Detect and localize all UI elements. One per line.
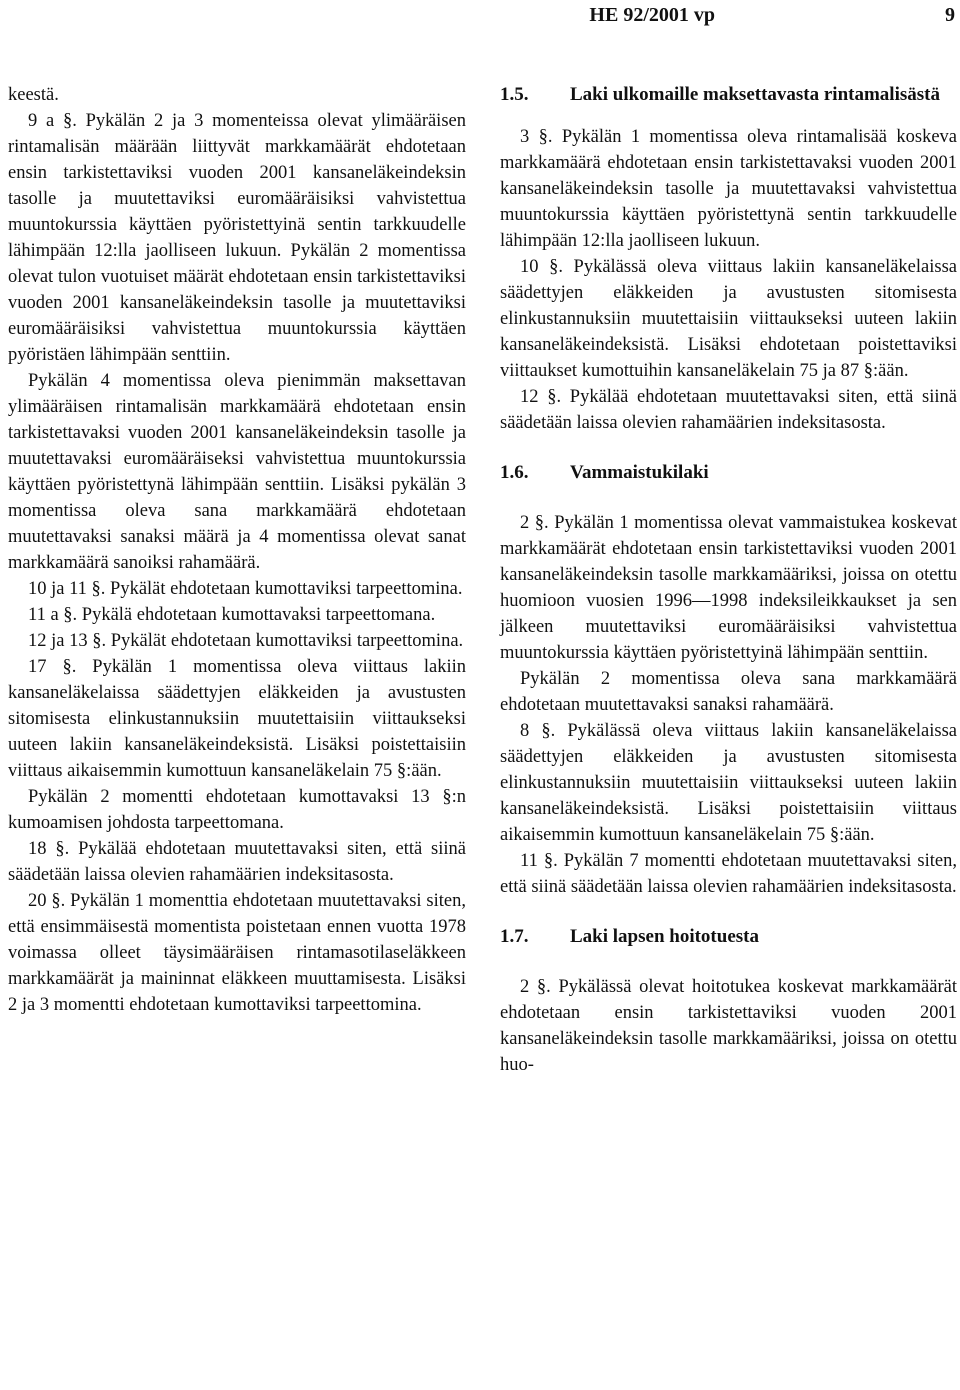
paragraph: 10 ja 11 §. Pykälät ehdotetaan kumottaviksi tarpeettomina. bbox=[28, 579, 463, 599]
paragraph: 18 §. Pykälää ehdotetaan muutettavaksi siten, että siinä säädetään laissa olevien rahamäärien indeksitasosta. bbox=[8, 839, 466, 885]
left-column bbox=[8, 82, 466, 1018]
paragraph: 9 a §. Pykälän 2 ja 3 momenteissa olevat ylimääräisen rintamalisän määrään liittyvät markkamäärät ehdotetaan ensin tarkistettaviksi vuoden 2001 kansaneläkeindeksin tasolle ja muutettaviksi euromääräisiksi vahvistettua muuntokurssia käyttäen pyöristettyinä sentin tarkkuudelle lähimpään 12:lla jaolliseen lukuun. Pykälän 2 momentissa olevat tulon vuotuiset määrät ehdotetaan ensin tarkistettaviksi vuoden 2001 kansaneläkeindeksin tasolle ja muutettaviksi euromääräisiksi vahvistettua muuntokurssia käyttäen pyöristäen lähimpään senttiin. bbox=[8, 111, 466, 365]
paragraph: 12 ja 13 §. Pykälät ehdotetaan kumottaviksi tarpeettomina. bbox=[28, 631, 464, 651]
paragraph: Pykälän 4 momentissa oleva pienimmän maksettavan ylimääräisen rintamalisän markkamäärä ehdotetaan ensin tarkistettavaksi vuoden 2001 kansaneläkeindeksin tasolle ja muutettavaksi euromääräiseksi vahvistettua muuntokurssia käyttäen pyöristettynä lähimpään senttiin. Lisäksi pykälän 3 momentissa oleva sana markkamäärä ehdotetaan muutettavaksi sanaksi määrä ja 4 momentissa olevat sanat markkamäärä sanoiksi rahamäärä. bbox=[8, 371, 466, 573]
right-column bbox=[500, 82, 957, 1078]
section-title: Laki lapsen hoitotuesta bbox=[570, 926, 759, 947]
paragraph: Pykälän 2 momentti ehdotetaan kumottavaksi 13 §:n kumoamisen johdosta tarpeettomana. bbox=[8, 787, 466, 833]
section-number: 1.5. bbox=[500, 84, 529, 105]
paragraph: 10 §. Pykälässä oleva viittaus lakiin kansaneläkelaissa säädettyjen eläkkeiden ja avustusten sitomisesta elinkustannuksiin muutettaisiin viittaukseksi uuteen lakiin kansaneläkeindeksistä. Lisäksi ehdotetaan poistettaviksi viittaukset kumottuihin kansaneläkelain 75 ja 87 §:ään. bbox=[500, 257, 957, 381]
section-title: Laki ulkomaille maksettavasta rintamalisästä bbox=[570, 84, 940, 105]
section-heading bbox=[500, 82, 957, 108]
document-id: HE 92/2001 vp bbox=[589, 4, 715, 26]
section-heading bbox=[500, 460, 957, 486]
paragraph: 11 a §. Pykälä ehdotetaan kumottavaksi tarpeettomana. bbox=[28, 605, 436, 625]
page-header bbox=[0, 0, 960, 40]
section-heading bbox=[500, 924, 957, 950]
paragraph: 2 §. Pykälän 1 momentissa olevat vammaistukea koskevat markkamäärät ehdotetaan ensin tarkistettaviksi vuoden 2001 kansaneläkeindeksin tasolle markkamääriksi, joissa on otettu huomioon vuosien 1996—1998 indeksileikkaukset ja sen jälkeen muutettaviksi euromääräisiksi vahvistettua muuntokurssia käyttäen pyöristettyinä lähimpään senttiin. bbox=[500, 513, 957, 663]
paragraph: Pykälän 2 momentissa oleva sana markkamäärä ehdotetaan muutettavaksi sanaksi rahamäärä. bbox=[500, 669, 957, 715]
paragraph: 3 §. Pykälän 1 momentissa oleva rintamalisää koskeva markkamäärä ehdotetaan ensin tarkistettavaksi vuoden 2001 kansaneläkeindeksin tasolle ja muutettavaksi vahvistettua muuntokurssia käyttäen pyöristettynä sentin tarkkuudelle lähimpään 12:lla jaolliseen lukuun. bbox=[500, 127, 957, 251]
paragraph: 12 §. Pykälää ehdotetaan muutettavaksi siten, että siinä säädetään laissa olevien rahamäärien indeksitasosta. bbox=[500, 387, 957, 433]
paragraph: 2 §. Pykälässä olevat hoitotukea koskevat markkamäärät ehdotetaan ensin tarkistettaviksi vuoden 2001 kansaneläkeindeksin tasolle markkamääriksi, joissa on otettu huo- bbox=[500, 977, 957, 1075]
paragraph: 17 §. Pykälän 1 momentissa oleva viittaus lakiin kansaneläkelaissa säädettyjen eläkkeiden ja avustusten sitomisesta elinkustannuksiin muutettaisiin viittaukseksi uuteen lakiin kansaneläkeindeksistä. Lisäksi poistettaisiin viittaus aikaisemmin kumottuun kansaneläkelain 75 §:ään. bbox=[8, 657, 466, 781]
section-number: 1.7. bbox=[500, 926, 529, 947]
paragraph: 20 §. Pykälän 1 momenttia ehdotetaan muutettavaksi siten, että ensimmäisestä momentista poistetaan ennen vuotta 1978 voimassa olleet täysimääräisen rintamasotilaseläkkeen markkamäärät ja maininnat eläkkeen muuttamisesta. Lisäksi 2 ja 3 momentti ehdotetaan kumottaviksi tarpeettomina. bbox=[8, 891, 466, 1015]
paragraph: keestä. bbox=[8, 85, 59, 105]
section-title: Vammaistukilaki bbox=[570, 462, 709, 483]
paragraph: 11 §. Pykälän 7 momentti ehdotetaan muutettavaksi siten, että siinä säädetään laissa olevien rahamäärien indeksitasosta. bbox=[500, 851, 957, 897]
section-number: 1.6. bbox=[500, 462, 529, 483]
paragraph: 8 §. Pykälässä oleva viittaus lakiin kansaneläkelaissa säädettyjen eläkkeiden ja avustusten sitomisesta elinkustannuksiin muutettaisiin viittaukseksi uuteen lakiin kansaneläkeindeksistä. Lisäksi poistettaisiin viittaus aikaisemmin kumottuun kansaneläkelain 75 §:ään. bbox=[500, 721, 957, 845]
page-number: 9 bbox=[945, 4, 955, 26]
